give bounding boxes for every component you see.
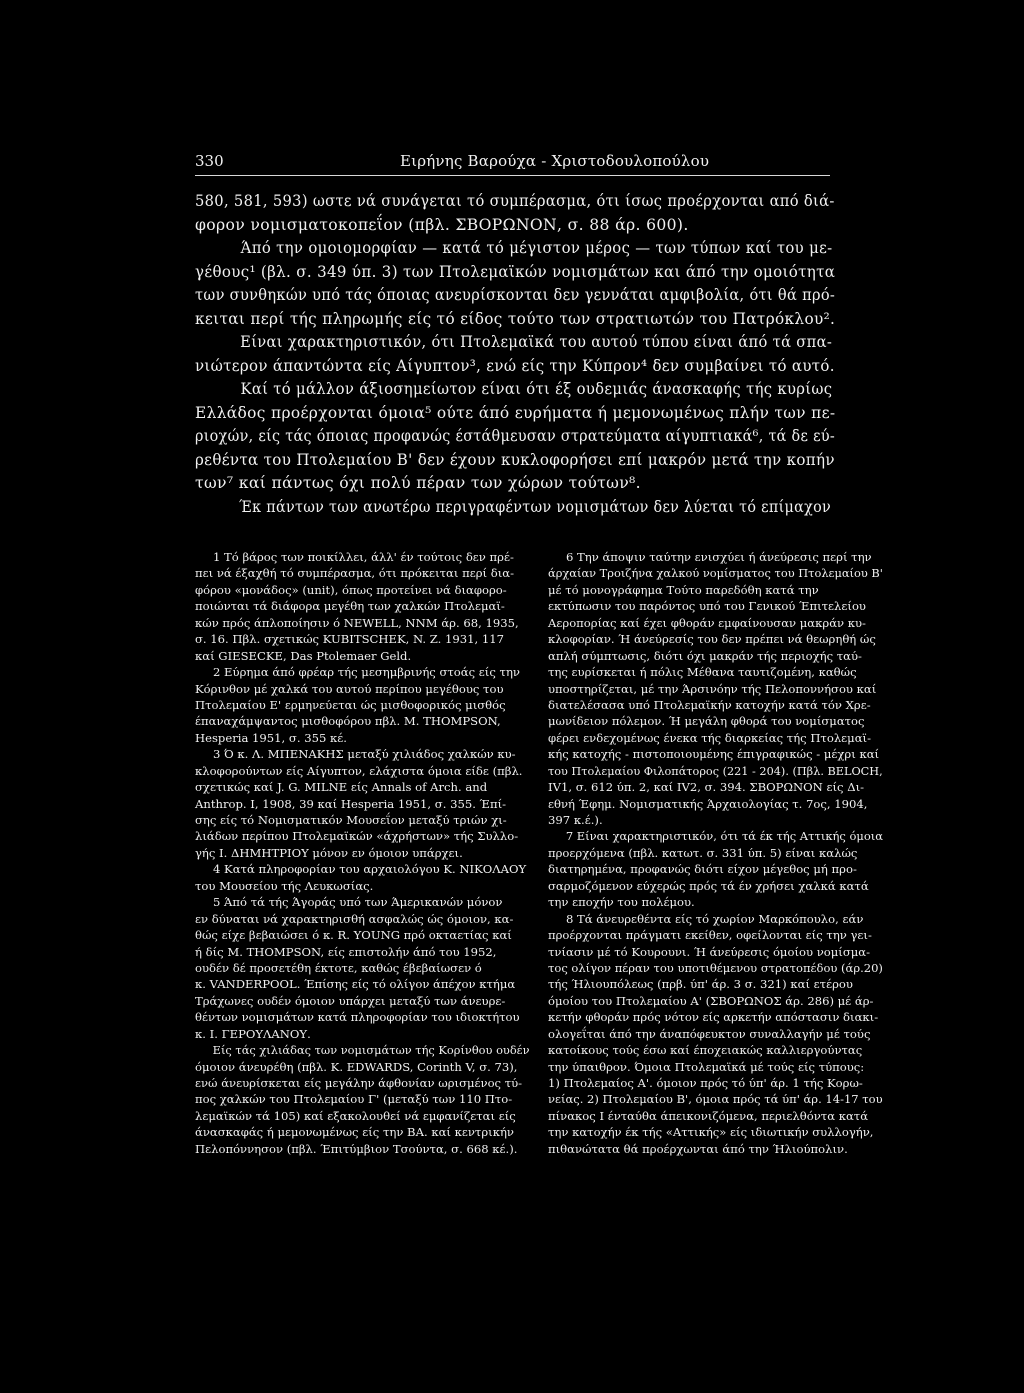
footnote-line: ενώ άνευρίσκεται είς μεγάλην άφθονίαν ωρισμένος τύ- [195, 1076, 523, 1090]
footnote-line: πίνακος Ι ένταύθα άπεικονιζόμενα, περιελθόντα κατά [548, 1108, 869, 1123]
footnote-line: ολογεΐται άπό την άναπόφευκτον συναλλαγήν μέ τούς [548, 1026, 871, 1041]
footnote-line: εκτύπωσιν του παρόντος υπό του Γενικού Έπιτελείου [548, 599, 866, 614]
footnote-line: 2 Εύρημα άπό φρέαρ τής μεσημβρινής στοάς είς την [213, 665, 520, 680]
footnote-line: προέρχονται πράγματι εκείθεν, οφείλονται είς την γει- [548, 928, 872, 943]
footnote-line: τνίασιν μέ τό Κουρουνι. Ή άνεύρεσις όμοίου νομίσμα- [548, 944, 871, 959]
footnote-line: διατελέσασα υπό Πτολεμαϊκήν κατοχήν κατά τόν Χρε- [548, 697, 871, 712]
footnote-line: κής κατοχής - πιστοποιουμένης έπιγραφικώς - μέχρι καί [548, 747, 880, 762]
footnote-line: Hesperia 1951, σ. 355 κέ. [195, 730, 347, 745]
main-text-line: των⁷ καί πάντως όχι πολύ πέραν των χώρων τούτων⁸. [195, 474, 641, 492]
footnote-line: προερχόμενα (πβλ. κατωτ. σ. 331 ύπ. 5) είναι καλώς [548, 845, 858, 860]
running-head: Ειρήνης Βαρούχα - Χριστοδουλοπούλου [400, 152, 710, 170]
footnote-line: γής Ι. ΔΗΜΗΤΡΙΟΥ μόνον εν όμοιον υπάρχει. [195, 845, 463, 860]
footnote-line: IV1, σ. 612 ύπ. 2, καί IV2, σ. 394. ΣΒΟΡΩΝΟΝ είς Δι- [548, 780, 865, 795]
footnote-line: νείας. 2) Πτολεμαίου Β', όμοια πρός τά ύπ' άρ. 14-17 του [548, 1092, 883, 1107]
footnote-line: όμοίου του Πτολεμαίου Α' (ΣΒΟΡΩΝΟΣ άρ. 286) μέ άρ- [548, 993, 874, 1008]
footnote-line: κ. Ι. ΓΕΡΟΥΛΑΝΟΥ. [195, 1026, 311, 1041]
footnote-line: κών πρός άπλοποίησιν ό NEWELL, NNM άρ. 68, 1935, [195, 615, 519, 630]
footnote-line: 8 Τά άνευρεθέντα είς τό χωρίον Μαρκόπουλο, εάν [566, 911, 864, 926]
footnote-line: έπαναχάμψαντος μισθοφόρου πβλ. M. THOMPSON, [195, 714, 501, 729]
footnote-line: λεμαϊκών τά 105) καί εξακολουθεί νά εμφανίζεται είς [195, 1108, 516, 1123]
page-number: 330 [195, 152, 224, 170]
footnote-line: Τράχωνες ουδέν όμοιον υπάρχει μεταξύ των άνευρε- [195, 993, 506, 1008]
footnotes-left-column [195, 549, 530, 1157]
main-text-line: φορον νομισματοκοπεΐον (πβλ. ΣΒΟΡΩΝΟΝ, σ. 88 άρ. 600). [195, 215, 689, 234]
footnote-line: της ευρίσκεται ή πόλις Μέθανα ταυτιζομένη, καθώς [548, 665, 857, 680]
footnote-line: 397 κ.έ.). [548, 813, 603, 827]
footnote-line: τος ολίγον πέραν του υποτιθέμενου στρατοπέδου (άρ.20) [548, 960, 883, 975]
page-header [195, 150, 830, 178]
footnote-line: 7 Είναι χαρακτηριστικόν, ότι τά έκ τής Αττικής όμοια [565, 829, 884, 844]
footnote-line: Πτολεμαίου Ε' ερμηνεύεται ώς μισθοφορικός μισθός [195, 697, 506, 712]
footnote-line: θέντων νομισμάτων κατά πληροφορίαν του ιδιοκτήτου [195, 1010, 520, 1025]
footnote-line: πιθανώτατα θά προέρχωνται άπό την Ήλιούπολιν. [548, 1141, 848, 1156]
footnote-line: άρχαίαν Τροιζήνα χαλκού νομίσματος του Πτολεμαίου Β' [548, 566, 883, 581]
footnote-line: Anthrop. I, 1908, 39 καί Hesperia 1951, σ. 355. Έπί- [195, 796, 507, 811]
footnote-line: Κόρινθον μέ χαλκά του αυτού περίπου μεγέθους του [195, 681, 504, 696]
footnote-line: τής Ήλιουπόλεως (πρβ. ύπ' άρ. 3 σ. 321) καί ετέρου [548, 977, 853, 992]
footnote-line: απλή σύμπτωσις, διότι όχι μακράν τής περιοχής ταύ- [548, 648, 862, 663]
main-text-line: Ελλάδος προέρχονται όμοια⁵ ούτε άπό ευρήματα ή μεμονωμένως πλήν των πε- [195, 403, 836, 422]
footnote-line: φόρου «μονάδος» (unit), όπως προτείνει νά διαφορο- [195, 582, 507, 597]
footnote-line: του Πτολεμαίου Φιλοπάτορος (221 - 204). (Πβλ. BELOCH, [548, 763, 883, 778]
footnote-line: 6 Την άποψιν ταύτην ενισχύει ή άνεύρεσις περί την [566, 550, 872, 564]
footnote-line: μωνίδειον πόλεμον. Ή μεγάλη φθορά του νομίσματος [548, 714, 865, 729]
footnote-line: Αεροπορίας καί έχει φθοράν εμφαίνουσαν μακράν κυ- [548, 615, 866, 630]
footnote-line: μέ τό μονογράφημα Τούτο παρεδόθη κατά την [548, 582, 819, 597]
footnote-line: Πελοπόννησον (πβλ. Έπιτύμβιον Τσούντα, σ. 668 κέ.). [195, 1141, 518, 1156]
footnote-line: την εποχήν του πολέμου. [548, 895, 695, 910]
footnote-line: ουδέν δέ προσετέθη έκτοτε, καθώς έβεβαίωσεν ό [195, 960, 482, 975]
footnote-line: την ύπαιθρον. Όμοια Πτολεμαϊκά μέ τούς είς τύπους: [548, 1059, 865, 1074]
footnote-line: Είς τάς χιλιάδας των νομισμάτων τής Κορίνθου ουδέν [212, 1043, 530, 1058]
footnote-line: του Μουσείου τής Λευκωσίας. [195, 878, 374, 893]
main-text [195, 190, 835, 519]
main-text-line: Άπό την ομοιομορφίαν — κατά τό μέγιστον μέρος — των τύπων καί του με- [240, 239, 833, 257]
main-text-line: νιώτερον άπαντώντα είς Αίγυπτον³, ενώ είς την Κύπρον⁴ δεν συμβαίνει τό αυτό. [195, 356, 835, 375]
footnote-line: όμοιον άνευρέθη (πβλ. K. EDWARDS, Corinth V, σ. 73), [195, 1059, 518, 1074]
footnote-line: φέρει ενδεχομένως ένεκα τής διαρκείας τής Πτολεμαϊ- [548, 730, 872, 745]
main-text-line: ρεθέντα του Πτολεμαίου Β' δεν έχουν κυκλοφορήσει επί μακρόν μετά την κοπήν [195, 450, 835, 469]
header-rule [195, 175, 830, 176]
footnote-line: διατηρημένα, προφανώς διότι είχον μέγεθος μή προ- [548, 862, 857, 877]
footnote-line: καί GIESECKE, Das Ptolemaer Geld. [195, 648, 412, 663]
footnote-line: 1 Τό βάρος των ποικίλλει, άλλ' έν τούτοις δεν πρέ- [213, 550, 514, 564]
footnote-line: σαρμοζόμενον εύχερώς πρός τά έν χρήσει χαλκά κατά [548, 878, 869, 893]
main-text-line: των συνθηκών υπό τάς όποιας ανευρίσκονται δεν γεννάται αμφιβολία, ότι θά πρό- [195, 286, 836, 304]
footnote-line: σχετικώς καί J. G. MILNE είς Annals of Arch. and [195, 780, 488, 795]
footnote-line: υποστηρίζεται, μέ την Άρσινόην τής Πελοποννήσου καί [548, 681, 877, 696]
footnote-line: 3 Ό κ. Λ. ΜΠΕΝΑΚΗΣ μεταξύ χιλιάδος χαλκών κυ- [213, 747, 516, 762]
footnote-line: ποιώνται τά διάφορα μεγέθη των χαλκών Πτολεμαϊ- [195, 599, 505, 614]
main-text-line: Έκ πάντων των ανωτέρω περιγραφέντων νομισμάτων δεν λύεται τό επίμαχον [238, 497, 832, 516]
main-text-line: Είναι χαρακτηριστικόν, ότι Πτολεμαϊκά του αυτού τύπου είναι άπό τά σπα- [240, 333, 833, 351]
footnote-line: σης είς τό Νομισματικόν Μουσεΐον μεταξύ τριών χι- [195, 813, 507, 827]
footnote-line: λιάδων περίπου Πτολεμαϊκών «άχρήστων» τής Συλλο- [195, 829, 519, 844]
main-text-line: ριοχών, είς τάς όποιας προφανώς έστάθμευσαν στρατεύματα αίγυπτιακά⁶, τά δε εύ- [195, 427, 836, 445]
footnote-line: κλοφορίαν. Ή άνεύρεσίς του δεν πρέπει νά θεωρηθή ώς [548, 632, 876, 647]
footnote-line: εθνή Έφημ. Νομισματικής Άρχαιολογίας τ. 7ος, 1904, [548, 796, 868, 811]
footnote-line: κλοφορούντων είς Αίγυπτον, ελάχιστα όμοια είδε (πβλ. [195, 763, 523, 778]
footnote-line: σ. 16. Πβλ. σχετικώς KUBITSCHEK, N. Z. 1931, 117 [195, 632, 504, 647]
main-text-line: Καί τό μάλλον άξιοσημείωτον είναι ότι έξ ουδεμιάς άνασκαφής τής κυρίως [240, 380, 833, 398]
main-text-line: γέθους¹ (βλ. σ. 349 ύπ. 3) των Πτολεμαϊκών νομισμάτων και άπό την ομοιότητα [195, 262, 836, 281]
main-text-line: κειται περί τής πληρωμής είς τό είδος τούτο των στρατιωτών του Πατρόκλου². [195, 309, 836, 328]
footnote-line: 4 Κατά πληροφορίαν του αρχαιολόγου Κ. ΝΙΚΟΛΑΟΥ [213, 862, 527, 877]
footnote-line: θώς είχε βεβαιώσει ό κ. R. YOUNG πρό οκταετίας καί [195, 928, 512, 943]
footnote-line: άνασκαφάς ή μεμονωμένως είς την ΒΑ. καί κεντρικήν [195, 1125, 514, 1140]
footnote-line: την κατοχήν έκ τής «Αττικής» είς ιδιωτικήν συλλογήν, [548, 1125, 874, 1140]
main-text-line: 580, 581, 593) ωστε νά συνάγεται τό συμπέρασμα, ότι ίσως προέρχονται από διά- [195, 192, 835, 210]
footnote-line: ή δίς M. THOMPSON, είς επιστολήν άπό του 1952, [195, 944, 497, 959]
footnote-line: κ. VANDERPOOL. Έπίσης είς τό ολίγον άπέχον κτήμα [195, 977, 516, 992]
footnote-line: 1) Πτολεμαίος Α'. όμοιον πρός τό ύπ' άρ. 1 τής Κορω- [548, 1076, 863, 1090]
footnote-line: κατοίκους τούς έσω καί έποχειακώς καλλιεργούντας [548, 1043, 863, 1058]
footnote-line: πει νά έξαχθή τό συμπέρασμα, ότι πρόκειται περί δια- [195, 566, 515, 581]
footnote-line: πος χαλκών του Πτολεμαίου Γ' (μεταξύ των 110 Πτο- [195, 1092, 513, 1107]
footnote-line: εν δύναται νά χαρακτηρισθή ασφαλώς ώς όμοιον, κα- [195, 911, 514, 926]
footnote-line: κετήν φθοράν πρός νότον είς αρκετήν απόστασιν διακι- [548, 1010, 879, 1025]
footnotes-right-column [548, 549, 883, 1157]
footnote-line: 5 Άπό τά τής Άγοράς υπό των Άμερικανών μόνον [213, 895, 503, 910]
